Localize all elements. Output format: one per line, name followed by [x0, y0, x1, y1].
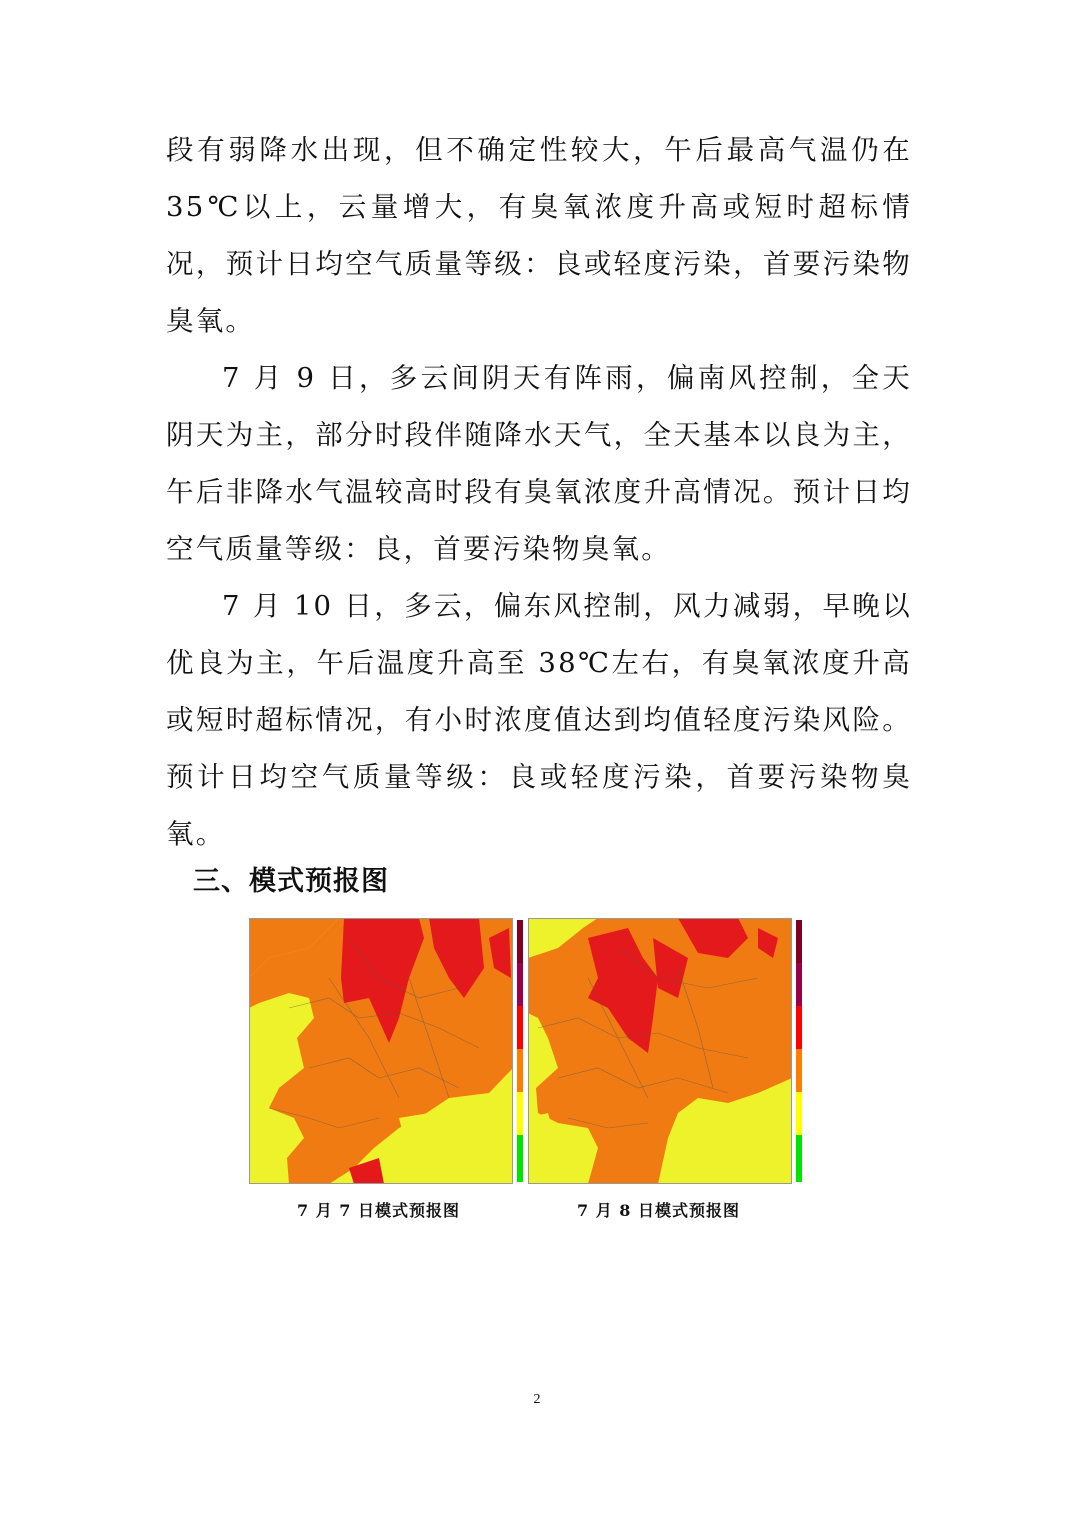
paragraph-july-9: 7 月 9 日，多云间阴天有阵雨，偏南风控制，全天阴天为主，部分时段伴随降水天气，全天基本以良为主，午后非降水气温较高时段有臭氧浓度升高情况。预计日均空气质量等级：良，首要污染物臭氧。 — [166, 362, 912, 565]
figure-caption-july-7: 7 月 7 日模式预报图 — [297, 1201, 460, 1220]
section-heading: 三、模式预报图 — [193, 866, 389, 897]
page-number: 2 — [533, 1392, 541, 1407]
forecast-map-july-7 — [249, 918, 523, 1184]
paragraph-july-10: 7 月 10 日，多云，偏东风控制，风力减弱，早晚以优良为主，午后温度升高至 38℃左右，有臭氧浓度升高或短时超标情况，有小时浓度值达到均值轻度污染风险。预计日均空气质量等级：良或轻度污染，首要污染物臭氧。 — [166, 590, 912, 850]
paragraph-continued: 段有弱降水出现，但不确定性较大，午后最高气温仍在 35℃以上，云量增大，有臭氧浓度升高或短时超标情况，预计日均空气质量等级：良或轻度污染，首要污染物臭氧。 — [166, 134, 912, 337]
forecast-map-july-8 — [528, 918, 802, 1184]
figure-caption-july-8: 7 月 8 日模式预报图 — [577, 1201, 740, 1220]
body-text — [166, 122, 912, 863]
